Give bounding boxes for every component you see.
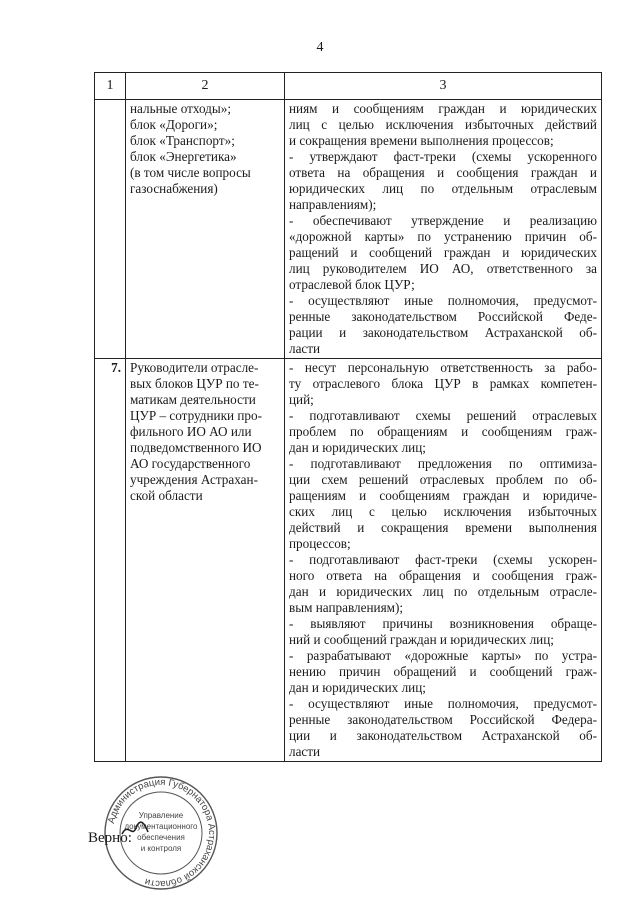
duty-line: ту отраслевого блока ЦУР в рамках компетен- <box>289 376 597 391</box>
duty-line: проблем по обращениям и сообщениям граж- <box>289 424 597 439</box>
duty-line: дан и юридических лиц; <box>289 440 426 455</box>
duty-line: дан и юридических лиц по отдельным отрасле- <box>289 584 597 599</box>
page-number: 4 <box>316 40 324 55</box>
row-duties <box>285 100 602 359</box>
duty-line: - несут персональную ответственность за рабо- <box>289 360 597 375</box>
duty-line: ции и законодательством Астраханской об- <box>289 728 597 743</box>
subject-line: блок «Энергетика» <box>130 149 237 164</box>
row-subject <box>126 100 285 359</box>
subject-line: Руководители отрасле- <box>130 360 259 375</box>
duty-line: ласти <box>289 341 321 356</box>
duty-line: действий и сокращения времени выполнения <box>289 520 597 535</box>
certification-label: Верно: <box>88 830 132 846</box>
duty-line: - выявляют причины возникновения обраще- <box>289 616 597 631</box>
header-cell: 1 <box>95 73 126 100</box>
subject-line: АО государственного <box>130 456 251 471</box>
duty-line: дан и юридических лиц; <box>289 680 426 695</box>
duty-line: ращений и сообщений граждан и юридических <box>289 245 597 260</box>
subject-line: матикам деятельности <box>130 392 256 407</box>
row-number <box>95 100 126 359</box>
duty-line: отраслевой блок ЦУР; <box>289 277 415 292</box>
stamp-line: Управление <box>138 811 184 820</box>
duty-line: ции схем решений отраслевых проблем по об- <box>289 472 597 487</box>
duty-line: ласти <box>289 744 321 759</box>
duty-line: «дорожной карты» по устранению причин об- <box>289 229 597 244</box>
stamp-arc-text: Администрация Губернатора Астраханской области <box>105 776 218 890</box>
subject-line: фильного ИО АО или <box>130 424 252 439</box>
duty-line: - подготавливают схемы решений отраслевых <box>289 408 597 423</box>
table-header-row <box>95 73 602 100</box>
row-subject <box>126 359 285 762</box>
duty-line: ренные законодательством Российской Феде- <box>289 309 597 324</box>
duty-line: лиц с целью исключения избыточных действий <box>289 117 597 132</box>
header-cell: 2 <box>126 73 285 100</box>
subject-line: газоснабжения) <box>130 181 218 196</box>
duty-line: ного ответа на обращения и сообщения граж- <box>289 568 597 583</box>
header-cell: 3 <box>285 73 602 100</box>
document-table <box>94 72 602 762</box>
duty-line: ращениям и сообщениям граждан и юридиче- <box>289 488 597 503</box>
duty-line: нению причин обращений и сообщений граж- <box>289 664 597 679</box>
subject-line: вых блоков ЦУР по те- <box>130 376 259 391</box>
stamp-line: обеспечения <box>137 833 185 842</box>
duty-line: и сокращения времени выполнения процессов; <box>289 133 554 148</box>
duty-line: процессов; <box>289 536 351 551</box>
duty-line: - обеспечивают утверждение и реализацию <box>289 213 597 228</box>
subject-line: блок «Транспорт»; <box>130 133 235 148</box>
duty-line: - подготавливают предложения по оптимиза- <box>289 456 597 471</box>
duty-line: ний и сообщений граждан и юридических лиц; <box>289 632 554 647</box>
duty-line: вым направлениям); <box>289 600 404 615</box>
subject-line: (в том числе вопросы <box>130 165 251 180</box>
row-duties <box>285 359 602 762</box>
subject-line: подведомственного ИО <box>130 440 262 455</box>
row-number: 7. <box>95 359 126 762</box>
subject-line: нальные отходы»; <box>130 101 232 116</box>
duty-line: - утверждают фаст-треки (схемы ускоренного <box>289 149 597 164</box>
duty-line: - разрабатывают «дорожные карты» по устра- <box>289 648 597 663</box>
duty-line: рации и законодательством Астраханской об- <box>289 325 597 340</box>
stamp-line: и контроля <box>140 844 182 853</box>
duty-line: - осуществляют иные полномочия, предусмот- <box>289 293 597 308</box>
subject-line: блок «Дороги»; <box>130 117 218 132</box>
duty-line: ренные законодательством Российской Федера- <box>289 712 597 727</box>
subject-line: учреждения Астрахан- <box>130 472 258 487</box>
table-row <box>95 100 602 359</box>
table-row <box>95 359 602 762</box>
duty-line: ниям и сообщениям граждан и юридических <box>289 101 597 116</box>
duty-line: - подготавливают фаст-треки (схемы ускорен- <box>289 552 597 567</box>
subject-line: ЦУР – сотрудники про- <box>130 408 262 423</box>
signature-icon <box>120 818 150 840</box>
duty-line: юридических лиц по отдельным отраслевым <box>289 181 597 196</box>
duty-line: - осуществляют иные полномочия, предусмот- <box>289 696 597 711</box>
duty-line: ций; <box>289 392 314 407</box>
duty-line: лиц руководителем ИО АО, ответственного за <box>289 261 597 276</box>
duty-line: направлениям); <box>289 197 377 212</box>
subject-line: ской области <box>130 488 203 503</box>
duty-line: ских лиц с целью исключения избыточных <box>289 504 597 519</box>
stamp-line: документационного <box>124 822 198 831</box>
duty-line: ответа на обращения и сообщения граждан и <box>289 165 597 180</box>
